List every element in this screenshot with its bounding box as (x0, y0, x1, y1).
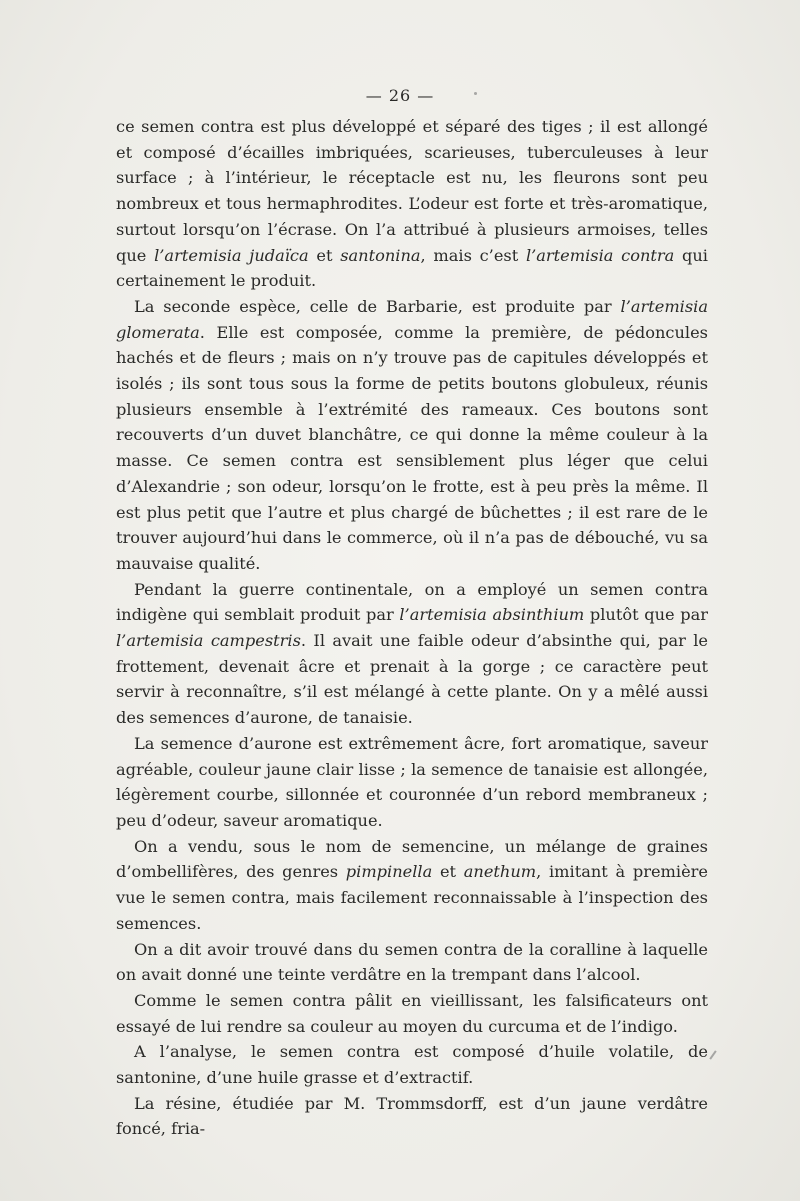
text-run: ce semen contra est plus développé et séparé des tiges ; il est allongé et composé d’écailles imbriquées, scarieuses, tuberculeuses à leur surface ; à l’intérieur, le réceptacle est nu, les fleurons sont peu nombreux et tous hermaphrodites. L’odeur est forte et très-aromatique, surtout lorsqu’on l’écrase. On l’a attribué à plusieurs armoises, telles que (116, 117, 708, 265)
italic-term: l’artemisia absinthium (399, 605, 585, 625)
text-run: . Il avait une faible odeur d’absinthe qui, par le frottement, devenait âcre et prenait à la gorge ; ce caractère peut servir à reconnaître, s’il est mélangé à cette plante. On y a mêlé aussi des semences d’aurone, de tanaisie. (116, 631, 708, 728)
text-run: qui certainement le produit. (116, 245, 708, 291)
italic-term: l’artemisia judaïca (154, 245, 309, 265)
text-run: , mais c’est (420, 245, 526, 265)
text-run: et (308, 245, 341, 265)
italic-term: l’artemisia contra (525, 245, 675, 265)
paragraph (116, 937, 708, 988)
page-number: — 26 — (365, 86, 435, 105)
text-run: On a dit avoir trouvé dans du semen contra de la coralline à laquelle on avait donné une teinte verdâtre en la trempant dans l’alcool. (116, 939, 708, 985)
text-run: Comme le semen contra pâlit en vieillissant, les falsificateurs ont essayé de lui rendre sa couleur au moyen du curcuma et de l’indigo. (116, 990, 708, 1036)
text-run: La semence d’aurone est extrêmement âcre, fort aromatique, saveur agréable, couleur jaune clair lisse ; la semence de tanaisie est allongée, légèrement courbe, sillonnée et couronnée d’un rebord membraneux ; peu d’odeur, saveur aromatique. (116, 733, 708, 830)
paragraph (116, 988, 708, 1039)
text-run: . Elle est composée, comme la première, de pédoncules hachés et de fleurs ; mais on n’y trouve pas de capitules développés et isolés ; ils sont tous sous la forme de petits boutons globuleux, réunis plusieurs ensemble à l’extrémité des rameaux. Ces boutons sont recouverts d’un duvet blanchâtre, ce qui donne la même couleur à la masse. Ce semen contra est sensiblement plus léger que celui d’Alexandrie ; son odeur, lorsqu’on le frotte, est à peu près la même. Il est plus petit que l’autre et plus chargé de bûchettes ; il est rare de le trouver aujourd’hui dans le commerce, où il n’a pas de débouché, vu sa mauvaise qualité. (116, 322, 708, 573)
text-run: A l’analyse, le semen contra est composé d’huile volatile, de santonine, d’une huile grasse et d’extractif. (116, 1042, 708, 1088)
text-run: On a vendu, sous le nom de semencine, un mélange de graines d’ombellifères, des genres (116, 836, 708, 882)
ink-speck (474, 92, 477, 95)
paragraph (116, 1091, 708, 1142)
italic-term: l’artemisia campestris (116, 631, 301, 651)
italic-term: santonina (340, 245, 421, 265)
paragraph (116, 731, 708, 834)
text-run: La résine, étudiée par M. Trommsdorff, est d’un jaune verdâtre foncé, fria- (116, 1093, 708, 1139)
text-run: Pendant la guerre continentale, on a employé un semen contra indigène qui semblait produit par (116, 579, 708, 625)
italic-term: l’artemisia glomerata (116, 296, 708, 342)
paragraph (116, 114, 708, 294)
text-run: plutôt que par (584, 605, 708, 625)
body-text (116, 114, 708, 1142)
paragraph (116, 834, 708, 937)
text-run: La seconde espèce, celle de Barbarie, est produite par (134, 296, 621, 316)
paragraph (116, 1039, 708, 1090)
italic-term: pimpinella (345, 862, 433, 882)
paragraph (116, 294, 708, 577)
italic-term: anethum (463, 862, 537, 882)
paragraph (116, 577, 708, 731)
text-run: et (432, 862, 464, 882)
text-run: , imitant à première vue le semen contra, mais facilement reconnaissable à l’inspection des semences. (116, 862, 708, 933)
ink-speck (709, 1050, 716, 1059)
